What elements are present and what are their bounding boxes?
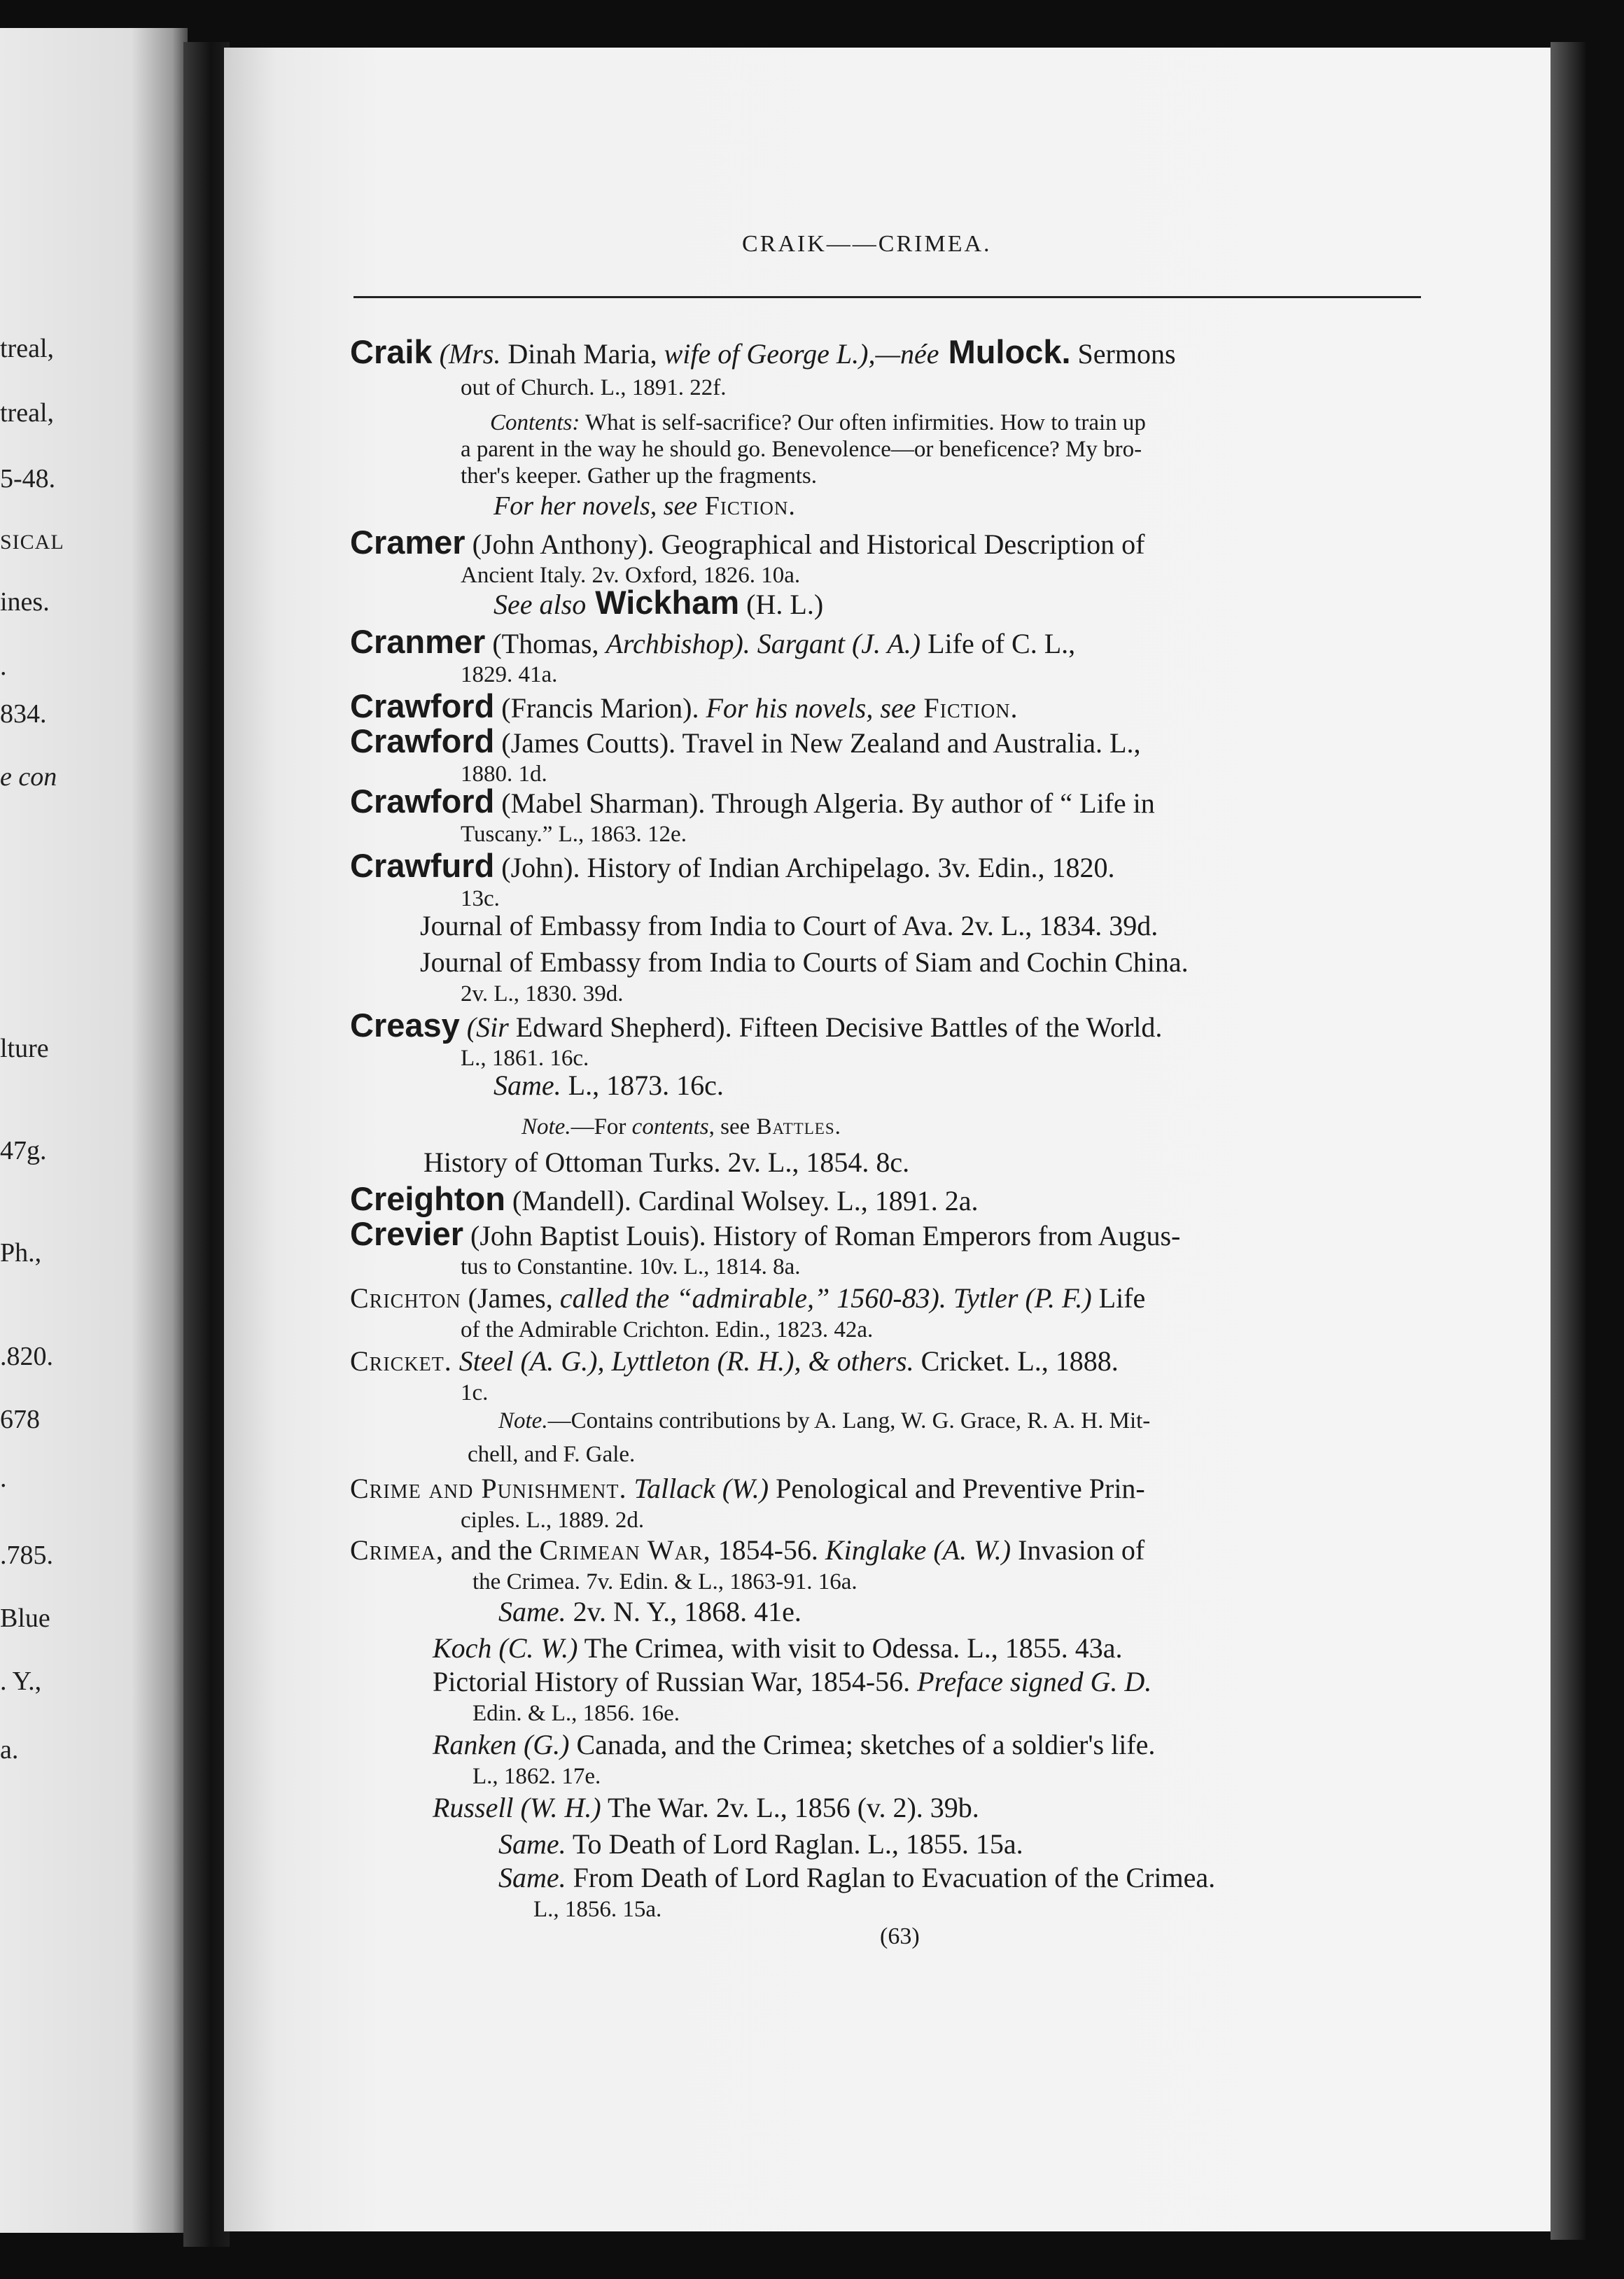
entry-crimea-line1 xyxy=(350,1534,1144,1566)
note-label: Note. xyxy=(498,1408,548,1433)
entry-cranmer-line2: 1829. 41a. xyxy=(461,662,558,687)
entry-creighton xyxy=(350,1180,979,1217)
entry-heading: Cramer xyxy=(350,524,465,561)
entry-text: (Mandell). Cardinal Wolsey. L., 1891. 2a. xyxy=(505,1185,979,1216)
header-rule xyxy=(354,296,1421,298)
entry-text: (Mrs. xyxy=(439,338,501,370)
entry-text: —Contains contributions by A. Lang, W. G. Grace, R. A. H. Mit- xyxy=(547,1408,1151,1433)
entry-heading: Creasy xyxy=(350,1007,460,1044)
entry-crawford-jc-line1 xyxy=(350,722,1141,759)
entry-text: Ranken (G.) xyxy=(433,1729,570,1760)
left-page-fragment: .785. xyxy=(0,1541,53,1570)
entry-crimea-pictorial-line1 xyxy=(433,1666,1152,1698)
entry-heading: Craik xyxy=(350,333,433,370)
contents-note-line2: a parent in the way he should go. Benevolence—or beneficence? My bro- xyxy=(461,437,1142,462)
entry-crawfurd-line5: 2v. L., 1830. 39d. xyxy=(461,981,624,1007)
entry-text: wife of George L.),—née xyxy=(664,338,939,370)
entry-crawford-fm xyxy=(350,687,1018,724)
entry-heading: Crawford xyxy=(350,687,495,724)
entry-crawford-ms-line1 xyxy=(350,785,1155,820)
entry-heading: Crimean War, xyxy=(539,1534,711,1566)
entry-text: (John Anthony). Geographical and Historical Description of xyxy=(465,528,1145,560)
entry-text: From Death of Lord Raglan to Evacuation of the Crimea. xyxy=(566,1862,1216,1893)
left-page-fragment: . xyxy=(0,652,7,681)
entry-text: Pictorial History of Russian War, 1854-56. xyxy=(433,1666,918,1697)
left-page xyxy=(0,28,188,2233)
see-reference xyxy=(493,490,796,522)
entry-text: (Francis Marion). xyxy=(494,692,706,724)
entry-text: Tallack (W.) xyxy=(626,1473,769,1504)
entry-text: Invasion of xyxy=(1011,1534,1145,1566)
entry-text: Dinah Maria, xyxy=(500,338,664,370)
entry-crimea-same2 xyxy=(498,1828,1023,1860)
left-page-fragment: 47g. xyxy=(0,1136,47,1165)
left-page-fragment: 678 xyxy=(0,1405,40,1434)
entry-heading: Crevier xyxy=(350,1215,463,1252)
entry-crimea-koch xyxy=(433,1632,1122,1664)
entry-text: Russell (W. H.) xyxy=(433,1792,601,1823)
see-also-reference xyxy=(493,584,824,621)
entry-crimea-same3-line2: L., 1856. 15a. xyxy=(533,1897,662,1922)
entry-text: The War. 2v. L., 1856 (v. 2). 39b. xyxy=(601,1792,979,1823)
entry-text: (H. L.) xyxy=(739,589,824,620)
left-page-fragment: SICAL xyxy=(0,531,64,554)
entry-crichton-line2: of the Admirable Crichton. Edin., 1823. 42a. xyxy=(461,1317,874,1342)
entry-crimea-russell xyxy=(433,1792,979,1824)
running-head: CRAIK——CRIMEA. xyxy=(742,231,992,257)
entry-crimea-same3 xyxy=(498,1862,1215,1894)
entry-text: (Mabel Sharman). Through Algeria. By author of “ Life in xyxy=(494,787,1155,819)
entry-cricket-note-line1 xyxy=(498,1407,1150,1435)
entry-creasy-line1 xyxy=(350,1009,1162,1044)
entry-heading: Crimea, xyxy=(350,1534,444,1566)
entry-creasy-line2: L., 1861. 16c. xyxy=(461,1046,589,1071)
entry-text: Steel (A. G.), Lyttleton (R. H.), & others. xyxy=(451,1345,914,1377)
entry-cramer-line2: Ancient Italy. 2v. Oxford, 1826. 10a. xyxy=(461,563,801,588)
entry-text: Canada, and the Crimea; sketches of a soldier's life. xyxy=(569,1729,1156,1760)
entry-text: (James, xyxy=(461,1282,560,1314)
entry-craik-line2: out of Church. L., 1891. 22f. xyxy=(461,375,727,400)
left-page-fragment: Ph., xyxy=(0,1238,42,1268)
main-page xyxy=(224,48,1550,2231)
entry-text: Kinglake (A. W.) xyxy=(825,1534,1011,1566)
left-page-fragment: a. xyxy=(0,1735,19,1765)
entry-text: and the xyxy=(443,1534,540,1566)
entry-text: 2v. N. Y., 1868. 41e. xyxy=(566,1596,802,1627)
entry-cricket-line2: 1c. xyxy=(461,1380,489,1405)
entry-creasy-same xyxy=(493,1070,724,1102)
left-page-fragment: e con xyxy=(0,762,57,792)
entry-text: What is self-sacrifice? Our often infirmities. How to train up xyxy=(580,410,1146,435)
entry-crime-line2: ciples. L., 1889. 2d. xyxy=(461,1508,645,1533)
entry-text: (John Baptist Louis). History of Roman Emperors from Augus- xyxy=(463,1220,1181,1251)
entry-text: Sermons xyxy=(1070,338,1176,370)
entry-crimea-ranken-line1 xyxy=(433,1729,1155,1761)
cross-reference: Wickham xyxy=(586,584,740,621)
note-label: Contents: xyxy=(490,410,580,435)
entry-text: contents xyxy=(631,1114,709,1140)
entry-crimea-ranken-line2: L., 1862. 17e. xyxy=(472,1764,601,1789)
entry-crevier-line1 xyxy=(350,1215,1181,1252)
entry-text: L., 1873. 16c. xyxy=(561,1070,724,1101)
entry-text: —For xyxy=(570,1114,632,1140)
entry-text: For his novels, see xyxy=(706,692,916,724)
left-page-fragment: Blue xyxy=(0,1604,50,1633)
entry-creasy-line5: History of Ottoman Turks. 2v. L., 1854. 8c. xyxy=(424,1146,910,1178)
entry-cricket-line1 xyxy=(350,1345,1119,1377)
entry-text: Same. xyxy=(498,1828,566,1860)
entry-text: Fiction. xyxy=(916,692,1018,724)
left-page-fragment: . Y., xyxy=(0,1667,42,1696)
entry-text: , see xyxy=(708,1114,750,1140)
entry-crimea-line2: the Crimea. 7v. Edin. & L., 1863-91. 16a. xyxy=(472,1569,858,1594)
entry-text: Life of C. L., xyxy=(920,628,1076,659)
entry-crime-line1 xyxy=(350,1473,1145,1505)
entry-text: Same. xyxy=(498,1596,566,1627)
book-spine xyxy=(183,42,230,2247)
entry-crimea-same1 xyxy=(498,1596,802,1628)
left-page-fragment: lture xyxy=(0,1034,49,1063)
entry-text: The Crimea, with visit to Odessa. L., 1855. 43a. xyxy=(578,1632,1123,1664)
entry-crawfurd-line4: Journal of Embassy from India to Courts of Siam and Cochin China. xyxy=(420,946,1189,978)
entry-cranmer-line1 xyxy=(350,623,1076,660)
left-page-fragment: treal, xyxy=(0,398,55,428)
entry-text: To Death of Lord Raglan. L., 1855. 15a. xyxy=(566,1828,1023,1860)
left-page-fragment: . xyxy=(0,1464,7,1493)
entry-text: Same. xyxy=(498,1862,566,1893)
page-edge-shadow xyxy=(1550,42,1586,2240)
entry-text: See also xyxy=(493,589,587,620)
entry-text: 1854-56. xyxy=(710,1534,825,1566)
entry-crichton-line1 xyxy=(350,1282,1145,1314)
entry-text: Archbishop). xyxy=(606,628,750,659)
entry-text: Fiction. xyxy=(697,491,796,521)
entry-text: Tytler (P. F.) xyxy=(946,1282,1092,1314)
entry-creasy-note xyxy=(522,1113,841,1141)
entry-crawford-ms-line2: Tuscany.” L., 1863. 12e. xyxy=(461,822,687,847)
entry-heading: Creighton xyxy=(350,1180,505,1217)
entry-heading: Crichton xyxy=(350,1282,461,1314)
contents-note-line1 xyxy=(490,409,1146,437)
entry-text: Battles. xyxy=(750,1114,841,1140)
entry-heading: Crime and Punishment. xyxy=(350,1473,627,1504)
contents-note-line3: ther's keeper. Gather up the fragments. xyxy=(461,463,818,489)
entry-craik-line1 xyxy=(350,333,1176,370)
entry-text: Preface signed G. D. xyxy=(917,1666,1152,1697)
cross-reference: Mulock. xyxy=(939,333,1071,370)
entry-crimea-pictorial-line2: Edin. & L., 1856. 16e. xyxy=(472,1701,680,1726)
entry-heading: Crawford xyxy=(350,722,495,759)
note-label: Note. xyxy=(522,1114,571,1140)
left-page-fragment: ines. xyxy=(0,587,50,617)
entry-text: called the “admirable,” 1560-83). xyxy=(559,1282,946,1314)
entry-cramer-line1 xyxy=(350,526,1144,561)
entry-text: Penological and Preventive Prin- xyxy=(769,1473,1145,1504)
entry-text: (Thomas, xyxy=(485,628,606,659)
entry-text: (James Coutts). Travel in New Zealand and Australia. L., xyxy=(494,727,1141,759)
entry-text: (Sir xyxy=(459,1011,509,1043)
left-page-fragment: treal, xyxy=(0,334,55,363)
left-page-fragment: 834. xyxy=(0,699,47,729)
entry-text: (John). History of Indian Archipelago. 3v. Edin., 1820. xyxy=(494,852,1115,883)
entry-crawfurd-line2: 13c. xyxy=(461,886,500,911)
entry-heading: Cricket. xyxy=(350,1345,452,1377)
entry-crawfurd-line3: Journal of Embassy from India to Court of Ava. 2v. L., 1834. 39d. xyxy=(420,910,1158,941)
entry-crawford-jc-line2: 1880. 1d. xyxy=(461,762,547,787)
entry-text: Cricket. L., 1888. xyxy=(913,1345,1119,1377)
entry-heading: Crawfurd xyxy=(350,847,495,884)
entry-text: Edward Shepherd). Fifteen Decisive Battles of the World. xyxy=(508,1011,1163,1043)
entry-text: Koch (C. W.) xyxy=(433,1632,578,1664)
page-number: (63) xyxy=(880,1923,920,1949)
entry-text: Life xyxy=(1091,1282,1146,1314)
entry-text: Same. xyxy=(493,1070,561,1101)
entry-crawfurd-line1 xyxy=(350,847,1115,884)
left-page-fragment: 5-48. xyxy=(0,464,56,493)
entry-text: For her novels, see xyxy=(493,491,698,521)
entry-cricket-note-line2: chell, and F. Gale. xyxy=(468,1442,636,1467)
left-page-fragment: .820. xyxy=(0,1342,53,1371)
entry-heading: Crawford xyxy=(350,783,495,820)
entry-text: Sargant (J. A.) xyxy=(750,628,921,659)
entry-crevier-line2: tus to Constantine. 10v. L., 1814. 8a. xyxy=(461,1254,801,1279)
entry-heading: Cranmer xyxy=(350,623,486,660)
